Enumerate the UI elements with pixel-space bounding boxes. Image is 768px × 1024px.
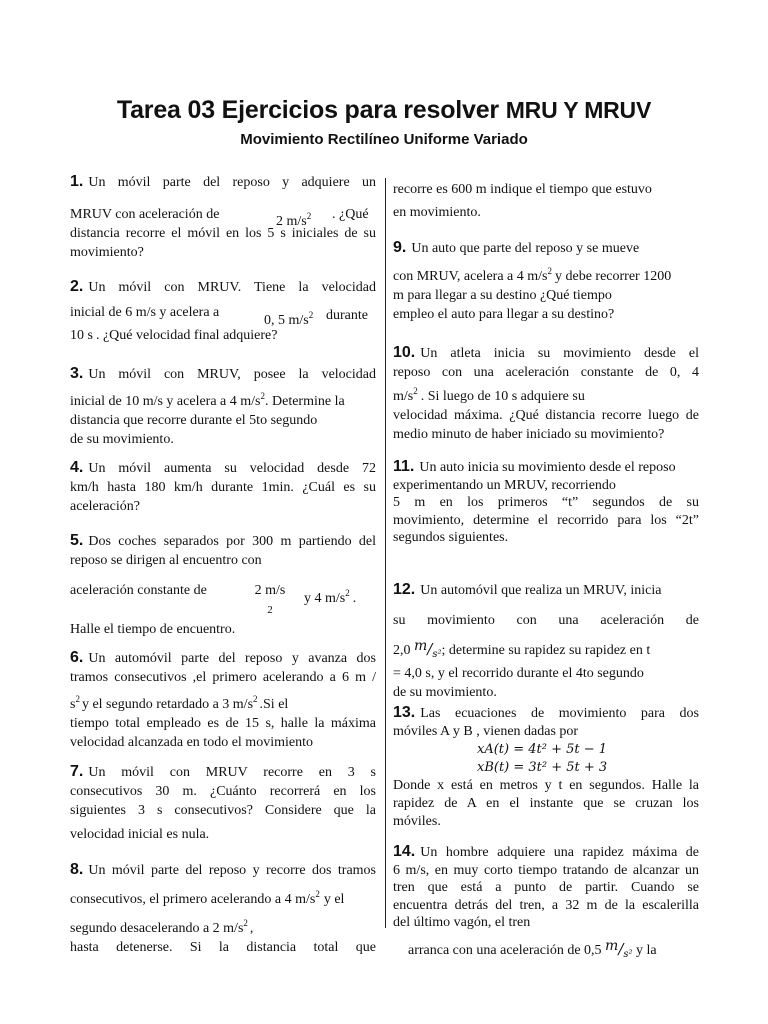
- problem-5: 5. Dos coches separados por 300 m partiendo del reposo se dirigen al encuentro con aceleración constante de 2 m/s 2 y 4 $m/s^2$ . Halle el tiempo de encuentro.: [70, 532, 376, 637]
- problem-4: 4. Un móvil aumenta su velocidad desde 72 km/h hasta 180 km/h durante 1min. ¿Cuál es su aceleración?: [70, 459, 376, 514]
- equation-b: xB(t) = 3t² + 5t + 3: [477, 760, 608, 775]
- page-title: Tarea 03 Ejercicios para resolver MRU Y MRUV: [116, 96, 652, 124]
- problem-10: 10. Un atleta inicia su movimiento desde el reposo con una aceleración constante de 0, 4 $m/s^2$ . Si luego de 10 s adquiere su velocidad máxima. ¿Qué distancia recorre luego de medio minuto de haber iniciado su movimiento?: [393, 344, 699, 442]
- problem-6: 6. Un automóvil parte del reposo y avanza dos tramos consecutivos ,el primero acelerando a 6 m / $s^2$ y el segundo retardado a 3 $m/s^2$ .Si el tiempo total empleado es de 15 s, halle la máxima velocidad alcanzada en todo el movimiento: [70, 649, 376, 750]
- problem-13: 13. Las ecuaciones de movimiento para dos móviles A y B , vienen dadas por xA(t) = 4t² + 5t − 1 xB(t) = 3t² + 5t + 3 Donde x está en metros y t en segundos. Halle la rapidez de A en el instante que se cruzan los móviles.: [393, 704, 699, 829]
- column-divider: [385, 178, 386, 928]
- problem-11: 11. Un auto inicia su movimiento desde el reposo experimentando un MRUV, recorriendo 5 m en los primeros “t” segundos de su movimiento, determine el recorrido para los “2t” segundos siguientes.: [393, 458, 699, 545]
- equation-a: xA(t) = 4t² + 5t − 1: [477, 742, 608, 757]
- problem-2: 2. Un móvil con MRUV. Tiene la velocidad inicial de 6 m/s y acelera a 0, 5 $m/s^2$ durante 10 s . ¿Qué velocidad final adquiere?: [70, 278, 376, 343]
- problem-9: 9. Un auto que parte del reposo y se mueve con MRUV, acelera a 4 $m/s^2$ y debe recorrer 1200 m para llegar a su destino ¿Qué tiempo empleo el auto para llegar a su destino?: [393, 239, 672, 322]
- problem-14: 14. Un hombre adquiere una rapidez máxima de 6 m/s, en muy corto tiempo tratando de alcanzar un tren que está a punto de partir. Cuando se encuentra detrás del tren, a 32 m de la escalerilla del último vagón, el tren arranca con una aceleración de 0,5 $m/_{s^2}$ y la: [393, 843, 699, 960]
- problem-3: 3. Un móvil con MRUV, posee la velocidad inicial de 10 m/s y acelera a 4 $m/s^2$. Determine la distancia que recorre durante el 5to segundo de su movimiento.: [70, 365, 376, 447]
- problem-12: 12. Un automóvil que realiza un MRUV, inicia su movimiento con una aceleración de 2,0 $m/_{s^2}$; determine su rapidez su rapidez en t = 4,0 s, y el recorrido durante el 4to segundo de su movimiento.: [393, 581, 699, 700]
- problem-8: 8. Un móvil parte del reposo y recorre dos tramos consecutivos, el primero acelerando a 4 $m/s^2$ y el segundo desacelerando a 2 $m/s^2$ , hasta detenerse. Si la distancia total que: [70, 861, 376, 955]
- problem-8-continued: recorre es 600 m indique el tiempo que estuvo en movimiento.: [393, 182, 652, 220]
- problem-1: 1. Un móvil parte del reposo y adquiere un MRUV con aceleración de 2 $m/s^2$ . ¿Qué distancia recorre el móvil en los 5 s iniciales de su movimiento?: [70, 173, 376, 260]
- problem-7: 7. Un móvil con MRUV recorre en 3 s consecutivos 30 m. ¿Cuánto recorrerá en los siguientes 3 s consecutivos? Considere que la velocidad inicial es nula.: [70, 763, 376, 842]
- page-subtitle: Movimiento Rectilíneo Uniforme Variado: [240, 131, 528, 148]
